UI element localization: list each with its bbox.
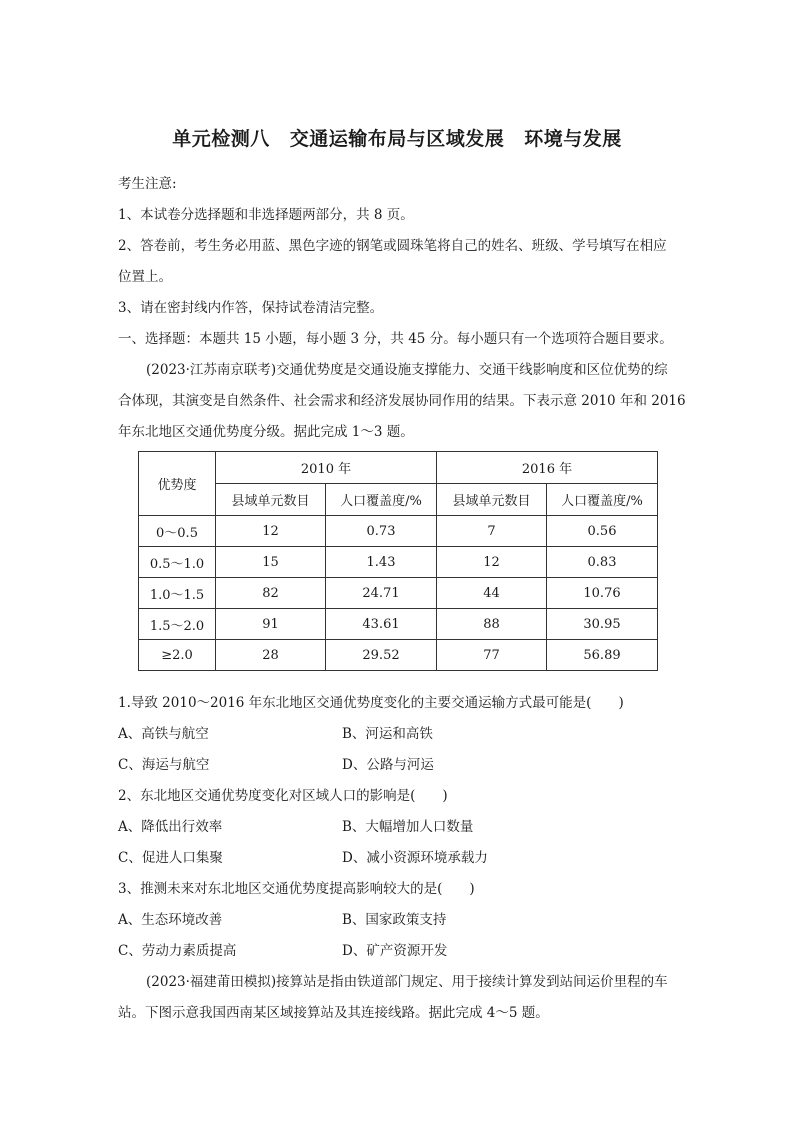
table-year-2010: 2010 年 (216, 452, 437, 484)
question-3-option-d[interactable]: D、矿产资源开发 (342, 943, 448, 959)
table-cell: 7 (437, 516, 547, 547)
table-cell: 82 (216, 578, 326, 609)
passage1-line-3: 年东北地区交通优势度分级。据此完成 1～3 题。 (118, 424, 414, 440)
question-1-option-c[interactable]: C、海运与航空 (118, 757, 210, 773)
passage1-line-1: (2023·江苏南京联考)交通优势度是交通设施支撑能力、交通干线影响度和区位优势的综 (146, 362, 668, 378)
table-cell: 88 (437, 609, 547, 640)
table-cell: 0.73 (326, 516, 437, 547)
table-subheader: 人口覆盖度/% (326, 484, 437, 516)
table-row (139, 578, 658, 609)
title-subtopic: 环境与发展 (524, 128, 622, 150)
passage1-line-2: 合体现，其演变是自然条件、社会需求和经济发展协同作用的结果。下表示意 2010 年和 2016 (118, 393, 686, 409)
notice-heading: 考生注意: (118, 176, 177, 192)
question-2-stem: 2、东北地区交通优势度变化对区域人口的影响是( ) (118, 788, 448, 804)
table-cell: 12 (437, 547, 547, 578)
table-cell: 15 (216, 547, 326, 578)
table-cell: 29.52 (326, 640, 437, 671)
title-unit: 单元检测八 (172, 128, 270, 150)
question-2-option-b[interactable]: B、大幅增加人口数量 (342, 819, 474, 835)
table-row (139, 609, 658, 640)
notice-item-2: 2、答卷前，考生务必用蓝、黑色字迹的钢笔或圆珠笔将自己的姓名、班级、学号填写在相应 (118, 238, 667, 254)
question-2-option-c[interactable]: C、促进人口集聚 (118, 850, 223, 866)
table-row (139, 640, 658, 671)
notice-item-3: 3、请在密封线内作答，保持试卷清洁完整。 (118, 300, 384, 316)
passage2-line-1: (2023·福建莆田模拟)接算站是指由铁道部门规定、用于接续计算发到站间运价里程的车 (146, 974, 668, 990)
table-year-2016: 2016 年 (437, 452, 658, 484)
table-cell: 56.89 (547, 640, 658, 671)
table-subheader: 人口覆盖度/% (547, 484, 658, 516)
question-1-option-b[interactable]: B、河运和高铁 (342, 726, 433, 742)
question-3-stem: 3、推测未来对东北地区交通优势度提高影响较大的是( ) (118, 881, 475, 897)
table-row (139, 547, 658, 578)
table-cell: 1.5～2.0 (139, 609, 216, 640)
question-3-option-b[interactable]: B、国家政策支持 (342, 912, 447, 928)
table-cell: 0.5～1.0 (139, 547, 216, 578)
advantage-table (138, 451, 658, 671)
table-cell: 77 (437, 640, 547, 671)
table-cell: 10.76 (547, 578, 658, 609)
question-1-stem: 1.导致 2010～2016 年东北地区交通优势度变化的主要交通运输方式最可能是( ) (118, 695, 624, 711)
table-cell: 0～0.5 (139, 516, 216, 547)
table-cell: 28 (216, 640, 326, 671)
table-cell: 30.95 (547, 609, 658, 640)
table-cell: 43.61 (326, 609, 437, 640)
table-cell: 24.71 (326, 578, 437, 609)
table-subheader: 县域单元数目 (216, 484, 326, 516)
notice-item-2-cont: 位置上。 (118, 269, 172, 285)
table-cell: 1.0～1.5 (139, 578, 216, 609)
table-cell: 0.56 (547, 516, 658, 547)
table-cell: 91 (216, 609, 326, 640)
title-topic: 交通运输布局与区域发展 (289, 128, 505, 150)
page-title (0, 124, 794, 151)
table-cell: 12 (216, 516, 326, 547)
question-3-option-a[interactable]: A、生态环境改善 (118, 912, 223, 928)
question-2-option-d[interactable]: D、减小资源环境承载力 (342, 850, 488, 866)
table-row (139, 516, 658, 547)
notice-item-1: 1、本试卷分选择题和非选择题两部分，共 8 页。 (118, 207, 414, 223)
table-subheader: 县域单元数目 (437, 484, 547, 516)
table-cell: 0.83 (547, 547, 658, 578)
table-cell: ≥2.0 (139, 640, 216, 671)
table-cell: 1.43 (326, 547, 437, 578)
table-row-header: 优势度 (139, 452, 216, 516)
passage2-line-2: 站。下图示意我国西南某区域接算站及其连接线路。据此完成 4～5 题。 (118, 1005, 549, 1021)
question-1-option-a[interactable]: A、高铁与航空 (118, 726, 209, 742)
question-3-option-c[interactable]: C、劳动力素质提高 (118, 943, 237, 959)
question-1-option-d[interactable]: D、公路与河运 (342, 757, 434, 773)
section-heading: 一、选择题：本题共 15 小题，每小题 3 分，共 45 分。每小题只有一个选项符合题目要求。 (118, 331, 673, 347)
table-cell: 44 (437, 578, 547, 609)
question-2-option-a[interactable]: A、降低出行效率 (118, 819, 223, 835)
